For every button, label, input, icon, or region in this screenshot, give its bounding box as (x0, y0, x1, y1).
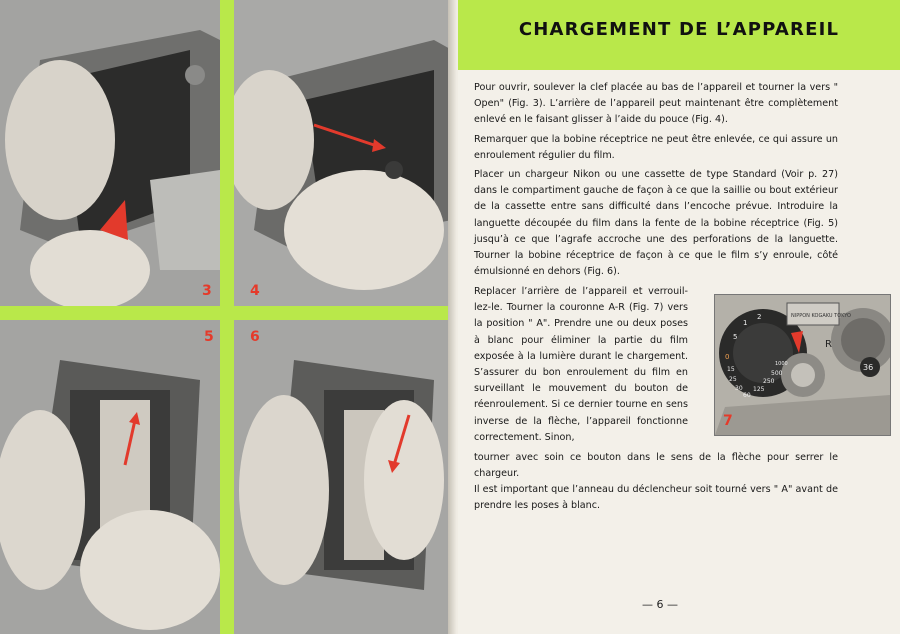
dial-number: 5 (733, 333, 738, 341)
figure-number-5: 5 (204, 329, 214, 345)
dial-number: 1 (743, 319, 748, 327)
dial-number: 25 (729, 376, 737, 383)
film-winding-illustration (234, 320, 452, 634)
camera-back-removal-illustration (234, 0, 452, 306)
figure-number-3: 3 (202, 283, 212, 299)
photo-fig-7 (714, 294, 891, 436)
paragraph-take-up-spool: Remarquer que la bobine réceptrice ne peut être enlevée, ce qui assure un enroulement régulier du film. (474, 134, 838, 162)
paragraph-release-ring: Il est important que l’anneau du déclencheur soit tourné vers " A" avant de prendre les poses à blanc. (474, 484, 838, 512)
page-title: CHARGEMENT DE L’APPAREIL (518, 19, 840, 40)
film-loading-illustration (0, 320, 220, 634)
paragraph-cartridge-loading: Placer un chargeur Nikon ou une cassette de type Standard (Voir p. 27) dans le compartiment gauche de façon à ce que la saillie ou bout extérieur de la cassette entre sans difficulté dans l’encoche prévue. Introduire la languette découpée du film dans la fente de la bobine réceptrice (Fig. 5) jusqu’à ce que l’agrafe accroche une des perforations de la languette. Tourner la bobine réceptrice de façon à ce que le film s’y enroule, côté émulsionné en dehors (Fig. 6). (474, 169, 838, 278)
photo-fig-3 (0, 0, 220, 306)
photo-fig-6 (234, 320, 452, 634)
dial-number: 2 (757, 313, 762, 321)
figure-number-4: 4 (250, 283, 260, 299)
dial-number: 60 (743, 392, 751, 399)
dial-number: 1000 (775, 361, 788, 367)
nameplate: NIPPON KOGAKU TOKYO (791, 313, 851, 319)
figure-number-7: 7 (723, 413, 733, 429)
dial-number: 500 (771, 370, 783, 377)
paragraph-closing-back: Replacer l’arrière de l’appareil et verrouillez-le. Tourner la couronne A-R (Fig. 7) vers la position " A". Prendre une ou deux poses à blanc pour éliminer la partie du film exposée à la lumière durant le chargement. S’assurer du bon enroulement du film en surveillant le mouvement du bouton de réenroulement. Si ce dernier tourne en sens inverse de la flèche, l’appareil fonctionne correctement. Sinon, (474, 286, 688, 443)
dial-label-r: R (825, 339, 832, 350)
counter-number: 36 (863, 363, 874, 372)
figure-number-6: 6 (250, 329, 260, 345)
paragraph-rewind-knob: tourner avec soin ce bouton dans le sens de la flèche pour serrer le chargeur. (474, 452, 838, 480)
dial-number: 15 (727, 366, 735, 373)
shutter-dial-illustration (715, 295, 890, 435)
photo-fig-5 (0, 320, 220, 634)
dial-number: 125 (753, 386, 765, 393)
dial-number: 250 (763, 378, 775, 385)
page-number: — 6 — (642, 598, 678, 611)
camera-bottom-illustration (0, 0, 220, 306)
dial-number: 30 (735, 385, 743, 392)
photo-fig-4 (234, 0, 452, 306)
dial-number: 0 (725, 353, 730, 361)
paragraph-opening: Pour ouvrir, soulever la clef placée au bas de l’appareil et tourner la vers " Open" (Fig. 3). L’arrière de l’appareil peut maintenant être complètement enlevé en le faisant glisser à l’aide du pouce (Fig. 4). (474, 82, 838, 126)
